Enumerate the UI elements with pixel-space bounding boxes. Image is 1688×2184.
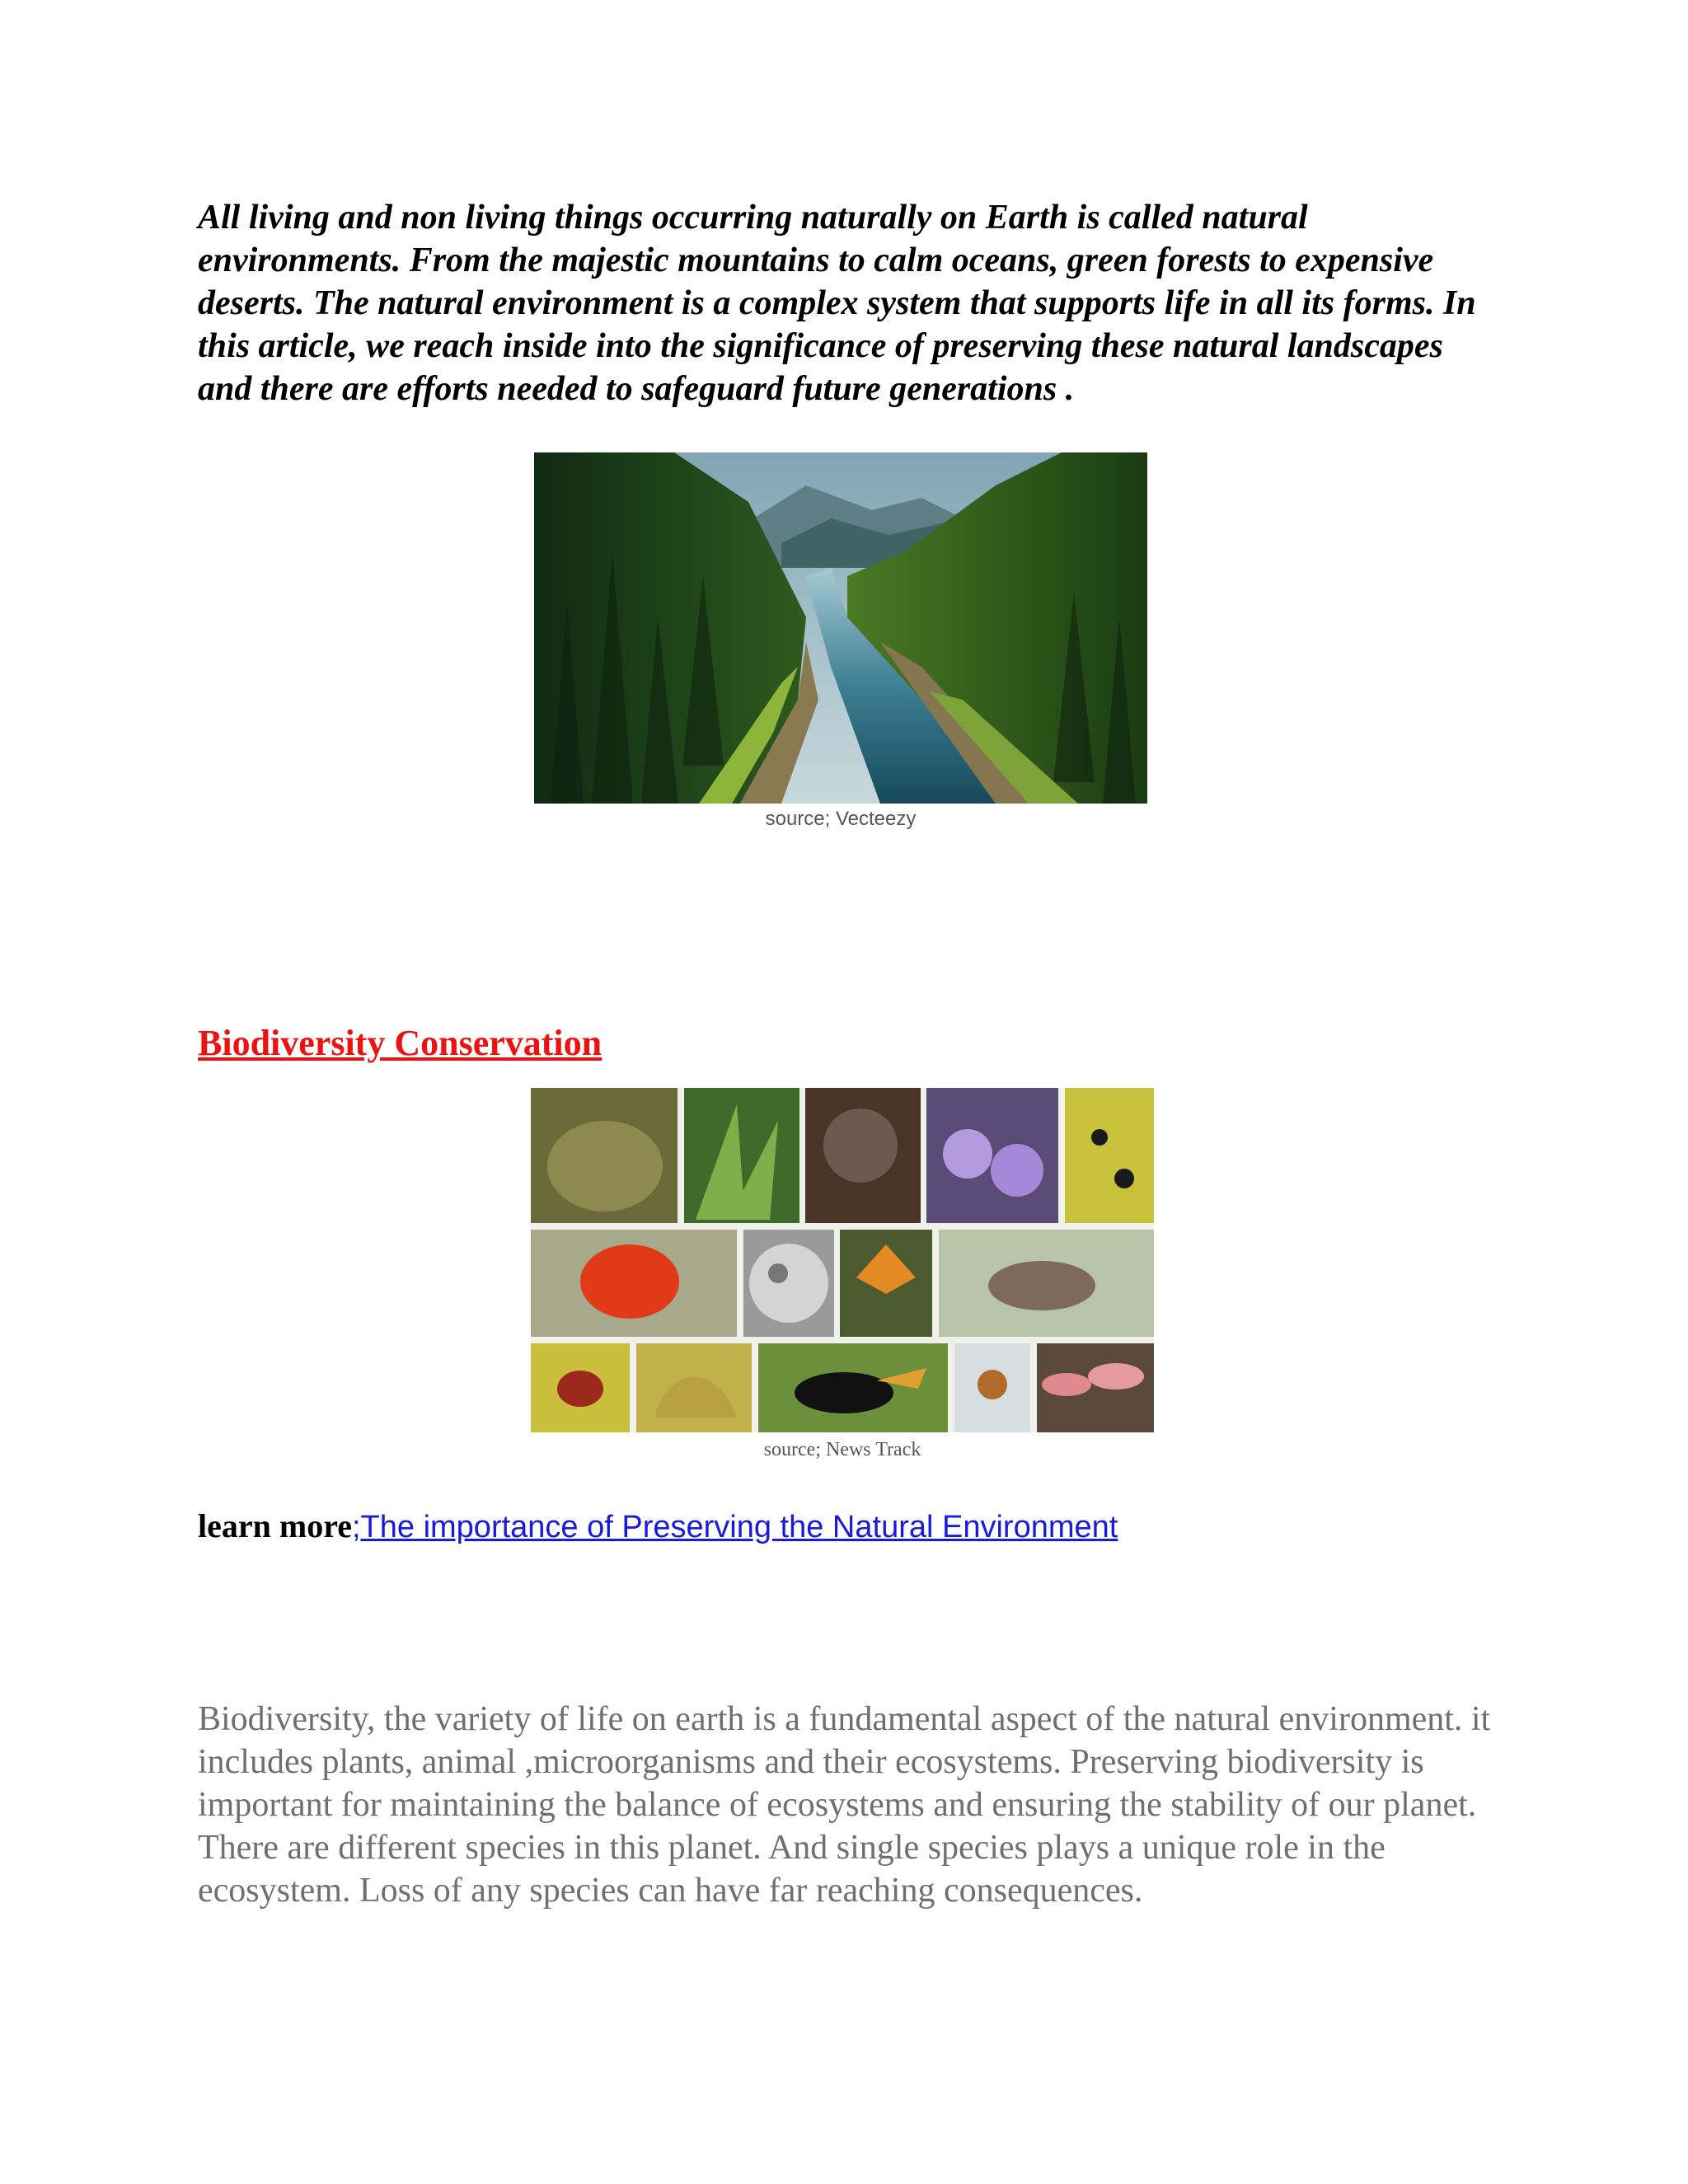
intro-paragraph: All living and non living things occurring naturally on Earth is called natural environments. From the majestic mountains to calm oceans, green forests to expensive deserts. The natural environment is a complex system that supports life in all its forms. In this article, we reach inside into the significance of preserving these natural landscapes and there are efforts needed to safeguard future generations . xyxy=(198,199,1476,408)
learn-more-link[interactable]: ;The importance of Preserving the Natural Environment xyxy=(351,1510,1118,1544)
forest-river-figure xyxy=(534,452,1147,832)
biodiversity-paragraph: Biodiversity, the variety of life on earth is a fundamental aspect of the natural environment. it includes plants, animal ,microorganisms and their ecosystems. Preserving biodiversity is important for maintaining the balance of ecosystems and ensuring the stability of our planet. There are different species in this planet. And single species plays a unique role in the ecosystem. Loss of any species can have far reaching consequences. xyxy=(198,1700,1491,1910)
section-heading-biodiversity: Biodiversity Conservation xyxy=(198,1023,603,1063)
figure-caption-vecteezy: source; Vecteezy xyxy=(765,808,917,830)
forest-river-image xyxy=(534,452,1147,804)
figure-caption-news-track: source; News Track xyxy=(763,1439,921,1460)
learn-more-label: learn more xyxy=(198,1507,352,1544)
biodiversity-collage-figure xyxy=(531,1088,1154,1462)
learn-more-line xyxy=(198,1505,1118,1549)
biodiversity-collage-image xyxy=(531,1088,1154,1432)
